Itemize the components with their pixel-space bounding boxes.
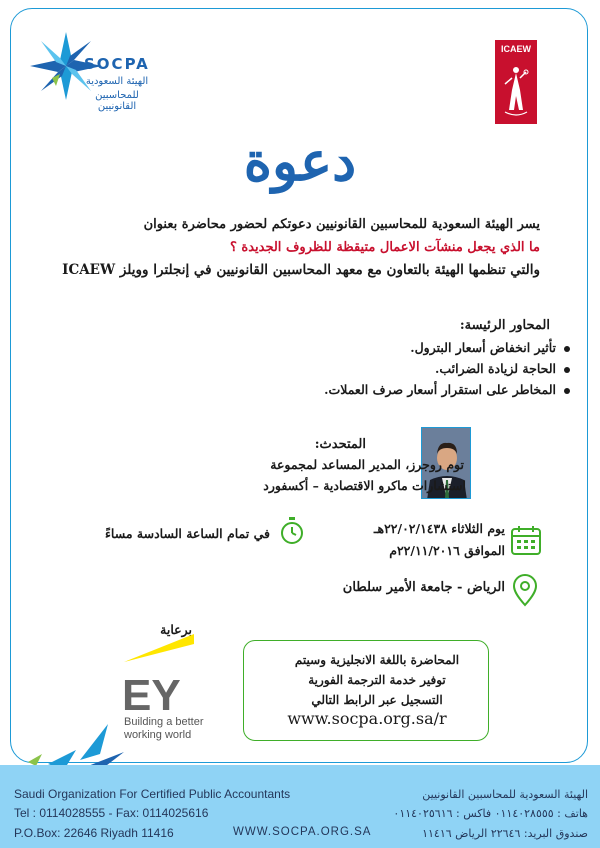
location-pin-icon — [510, 573, 540, 607]
footer-po-box-ar: صندوق البريد: ٢٢٦٤٦ الرياض ١١٤١٦ — [422, 827, 588, 840]
footer-website-link[interactable]: WWW.SOCPA.ORG.SA — [233, 826, 372, 838]
speaker-affiliation: استشارات ماكرو الاقتصادية – أكسفورد — [263, 478, 466, 493]
ey-tagline-line1: Building a better — [124, 716, 204, 728]
socpa-arabic-line1: الهيئة السعودية — [85, 76, 149, 87]
stopwatch-icon — [280, 516, 304, 546]
footer-phone-fax-ar: هاتف : ٠١١٤٠٢٨٥٥٥ فاكس : ٠١١٤٠٢٥٦١٦ — [393, 807, 588, 820]
invitation-intro: يسر الهيئة السعودية للمحاسبين القانونيين دعوتكم لحضور محاضرة بعنوان — [143, 217, 540, 232]
ey-logo-text: EY — [122, 671, 181, 720]
registration-box — [243, 640, 489, 741]
event-location: الرياض - جامعة الأمير سلطان — [342, 580, 505, 595]
registration-note: التسجيل عبر الرابط التالي — [311, 693, 443, 707]
footer — [0, 765, 600, 848]
registration-link[interactable]: www.socpa.org.sa/r — [287, 709, 447, 728]
invitation-heading — [200, 118, 400, 204]
event-date-hijri: يوم الثلاثاء ٢٢/٠٢/١٤٣٨هـ — [373, 521, 505, 536]
footer-org-name: Saudi Organization For Certified Public Accountants — [14, 787, 291, 801]
footer-phone-fax: Tel : 0114028555 - Fax: 0114025616 — [14, 806, 209, 820]
event-date-gregorian: الموافق ٢٢/١١/٢٠١٦م — [389, 543, 505, 558]
organiser-line: والتي تنظمها الهيئة بالتعاون مع معهد المحاسبين القانونيين في إنجلترا وويلز ICAEW — [62, 262, 540, 278]
icaew-logo-text: ICAEW — [501, 44, 531, 54]
footer-org-name-ar: الهيئة السعودية للمحاسبين القانونيين — [422, 788, 588, 801]
event-time: في تمام الساعة السادسة مساءً — [105, 526, 270, 541]
invitation-heading-text: دعوة — [243, 129, 357, 193]
list-item: المخاطر على استقرار أسعار صرف العملات. — [270, 382, 570, 397]
icaew-crest-icon — [495, 40, 537, 124]
list-item: الحاجة لزيادة الضرائب. — [270, 361, 570, 376]
language-note: المحاضرة باللغة الانجليزية وسيتم — [294, 653, 460, 667]
axes-title: المحاور الرئيسة: — [459, 318, 550, 333]
speaker-title: المتحدث: — [314, 437, 366, 452]
ey-tagline-line2: working world — [124, 729, 192, 741]
lecture-subject: ما الذي يجعل منشآت الاعمال متيقظة للظروف الجديدة ؟ — [229, 240, 540, 255]
footer-po-box: P.O.Box: 22646 Riyadh 11416 — [14, 826, 174, 840]
axes-list — [270, 340, 570, 403]
icaew-logo — [495, 40, 537, 124]
speaker-name: توم روجرز، المدير المساعد لمجموعة — [270, 457, 464, 472]
socpa-arabic-line2: للمحاسبين القانونيين — [95, 90, 139, 112]
socpa-logo-text: SOCPA — [84, 55, 150, 73]
list-item: تأثير انخفاض أسعار البترول. — [270, 340, 570, 355]
sponsor-label: برعاية — [160, 622, 192, 637]
calendar-icon — [510, 524, 542, 556]
translation-note: توفير خدمة الترجمة الفورية — [308, 673, 446, 687]
